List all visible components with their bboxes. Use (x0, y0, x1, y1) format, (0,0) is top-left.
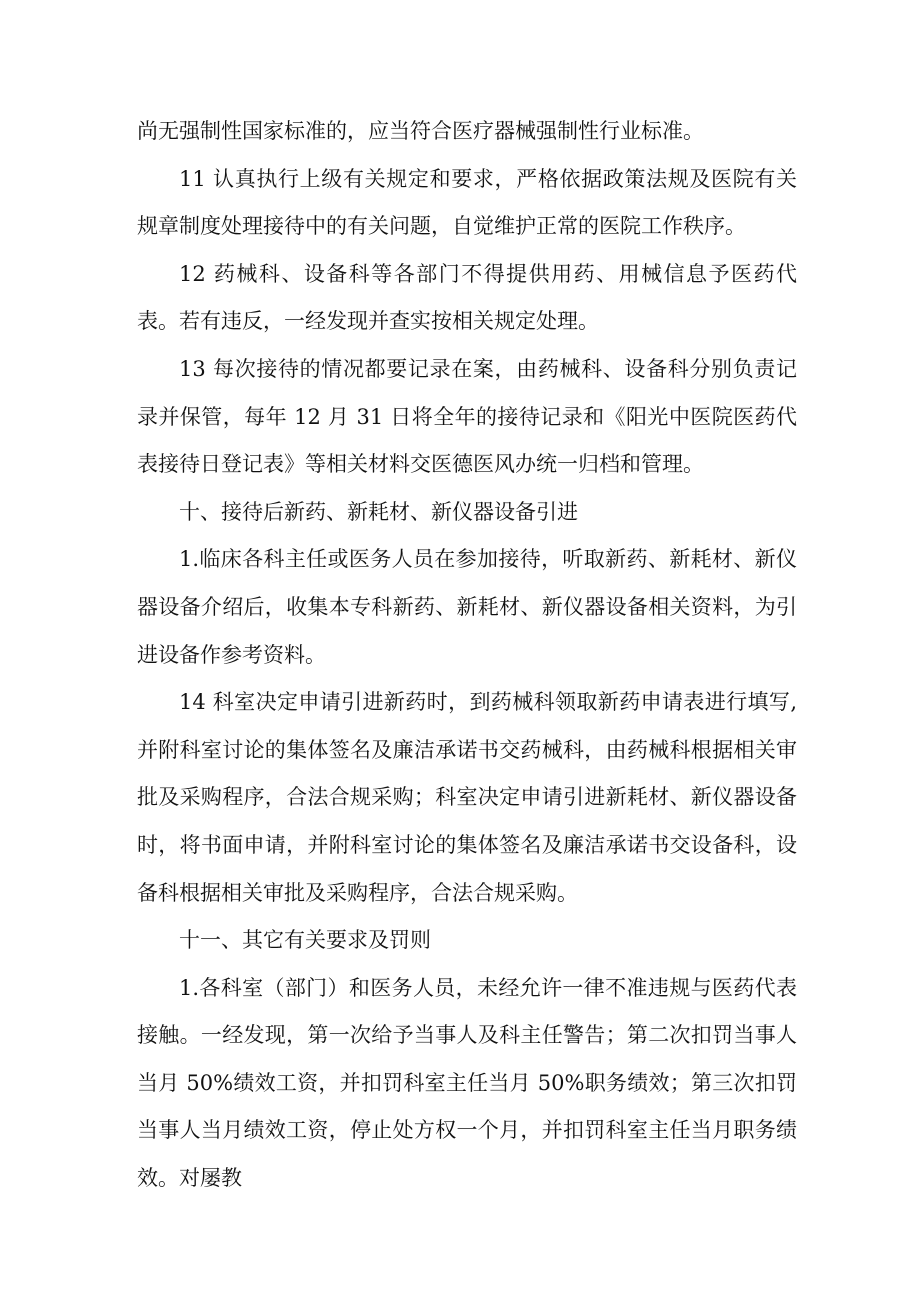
document-body (137, 108, 797, 1203)
paragraph-item-12: 12 药械科、设备科等各部门不得提供用药、用械信息予医药代表。若有违反，一经发现并查实按相关规定处理。 (137, 261, 797, 334)
paragraph-item-13: 13 每次接待的情况都要记录在案，由药械科、设备科分别负责记录并保管，每年 12 月 31 日将全年的接待记录和《阳光中医院医药代表接待日登记表》等相关材料交医德医风办统一归档和管理。 (137, 356, 797, 477)
section-heading-11: 十一、其它有关要求及罚则 (179, 928, 431, 953)
paragraph-item-11: 11 认真执行上级有关规定和要求，严格依据政策法规及医院有关规章制度处理接待中的有关问题，自觉维护正常的医院工作秩序。 (137, 166, 797, 239)
section-heading-10: 十、接待后新药、新耗材、新仪器设备引进 (179, 499, 578, 524)
paragraph-item-14: 14 科室决定申请引进新药时，到药械科领取新药申请表进行填写,并附科室讨论的集体签名及廉洁承诺书交药械科，由药械科根据相关审批及采购程序，合法合规采购；科室决定申请引进新耗材、新仪器设备时，将书面申请，并附科室讨论的集体签名及廉洁承诺书交设备科，设备科根据相关审批及采购程序，合法合规采购。 (137, 690, 797, 905)
paragraph-continuation: 尚无强制性国家标准的，应当符合医疗器械强制性行业标准。 (137, 119, 704, 143)
paragraph-item-1-section-10: 1.临床各科主任或医务人员在参加接待，听取新药、新耗材、新仪器设备介绍后，收集本专科新药、新耗材、新仪器设备相关资料，为引进设备作参考资料。 (137, 547, 797, 667)
paragraph-item-1-section-11: 1.各科室（部门）和医务人员，未经允许一律不准违规与医药代表接触。一经发现，第一次给予当事人及科主任警告；第二次扣罚当事人当月 50%绩效工资，并扣罚科室主任当月 50%职务绩效；第三次扣罚当事人当月绩效工资，停止处方权一个月，并扣罚科室主任当月职务绩效。对屡教 (137, 975, 797, 1191)
